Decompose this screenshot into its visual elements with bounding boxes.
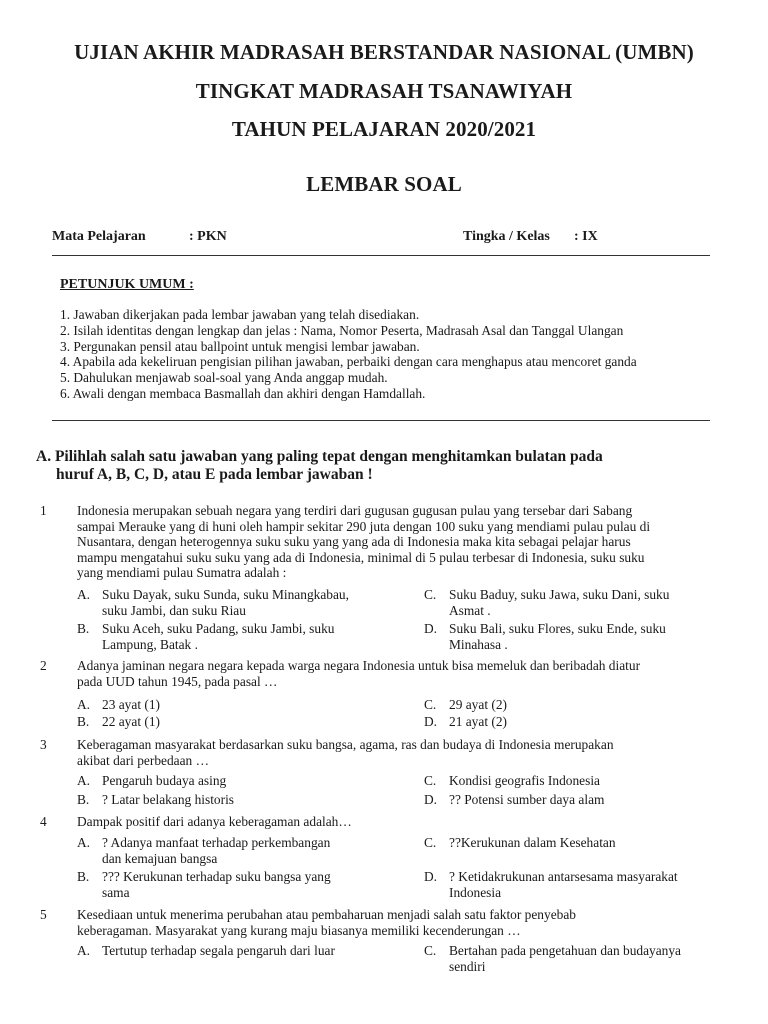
instruction-item: 6. Awali dengan membaca Basmallah dan akhiri dengan Hamdallah. <box>60 385 426 401</box>
question-text: Indonesia merupakan sebuah negara yang terdiri dari gugusan gugusan pulau yang tersebar dari Sabang sampai Merauke yang di huni oleh hampir sekitar 290 juta dengan 100 suku yang mendiami pulau pulau di Nusantara, dengan heterogennya suku suku yang yang ada di Indonesia maka kita sebagai pelajar harus mampu mengatahui suku suku yang ada di Indonesia, minimal di 5 pulau terbesar di Indonesia, suku suku yang mendiami pulau Sumatra adalah : <box>77 503 651 581</box>
option-text: ??Kerukunan dalam Kesehatan <box>449 835 616 850</box>
instruction-item: 2. Isilah identitas dengan lengkap dan jelas : Nama, Nomor Peserta, Madrasah Asal dan Tanggal Ulangan <box>60 322 624 338</box>
instruction-item: 4. Apabila ada kekeliruan pengisian pilihan jawaban, perbaiki dengan cara menghapus atau mencoret ganda <box>60 354 637 370</box>
option-letter: B. <box>77 869 90 884</box>
option-text: Pengaruh budaya asing <box>102 773 227 788</box>
option-letter: C. <box>424 587 437 602</box>
grade-label: Tingka / Kelas <box>463 229 550 244</box>
grade-value: : IX <box>574 229 598 244</box>
option-text: Suku Dayak, suku Sunda, suku Minangkabau, suku Jambi, dan suku Riau <box>102 587 349 618</box>
instructions-title: PETUNJUK UMUM : <box>60 277 194 292</box>
option-text: ?? Potensi sumber daya alam <box>449 792 605 807</box>
question-number: 5 <box>40 907 47 922</box>
option-letter: C. <box>424 943 437 958</box>
divider-bottom <box>52 420 710 421</box>
option-text: Suku Baduy, suku Jawa, suku Dani, suku Asmat . <box>449 587 670 618</box>
instruction-item: 1. Jawaban dikerjakan pada lembar jawaban yang telah disediakan. <box>60 307 420 322</box>
option-letter: A. <box>77 697 91 712</box>
question-text: Keberagaman masyarakat berdasarkan suku bangsa, agama, ras dan budaya di Indonesia merupakan akibat dari perbedaan … <box>77 737 614 768</box>
option-letter: D. <box>424 792 438 807</box>
option-text: Suku Bali, suku Flores, suku Ende, suku Minahasa . <box>449 621 666 652</box>
subject-value: : PKN <box>189 229 227 244</box>
subject-label: Mata Pelajaran <box>52 229 146 244</box>
option-text: 29 ayat (2) <box>449 697 508 712</box>
option-letter: A. <box>77 773 91 788</box>
option-letter: A. <box>77 587 91 602</box>
question-number: 2 <box>40 658 47 673</box>
option-letter: C. <box>424 697 437 712</box>
option-text: ??? Kerukunan terhadap suku bangsa yang sama <box>102 869 331 900</box>
option-text: Kondisi geografis Indonesia <box>449 773 600 788</box>
option-text: ? Adanya manfaat terhadap perkembangan dan kemajuan bangsa <box>102 835 331 866</box>
section-heading-line1: A. Pilihlah salah satu jawaban yang paling tepat dengan menghitamkan bulatan pada <box>36 448 603 465</box>
option-text: Suku Aceh, suku Padang, suku Jambi, suku Lampung, Batak . <box>102 621 335 652</box>
option-text: ? Latar belakang historis <box>102 792 234 807</box>
question-number: 1 <box>40 503 47 518</box>
exam-title: UJIAN AKHIR MADRASAH BERSTANDAR NASIONAL (UMBN) <box>74 40 694 64</box>
option-letter: B. <box>77 621 90 636</box>
question-number: 4 <box>40 814 47 829</box>
exam-level: TINGKAT MADRASAH TSANAWIYAH <box>195 79 573 103</box>
option-letter: B. <box>77 714 90 729</box>
option-text: 22 ayat (1) <box>102 714 161 729</box>
option-letter: A. <box>77 943 91 958</box>
question-text: Kesediaan untuk menerima perubahan atau pembaharuan menjadi salah satu faktor penyebab keberagaman. Masyarakat yang kurang maju biasanya memiliki kecenderungan … <box>77 907 576 938</box>
option-text: ? Ketidakrukunan antarsesama masyarakat Indonesia <box>449 869 678 900</box>
sheet-title: LEMBAR SOAL <box>306 172 462 196</box>
academic-year: TAHUN PELAJARAN 2020/2021 <box>231 117 537 141</box>
question-number: 3 <box>40 737 47 752</box>
option-letter: D. <box>424 621 438 636</box>
section-heading-line2: huruf A, B, C, D, atau E pada lembar jawaban ! <box>56 466 373 483</box>
option-text: Tertutup terhadap segala pengaruh dari luar <box>102 943 335 958</box>
option-letter: A. <box>77 835 91 850</box>
instructions-list <box>60 307 637 402</box>
divider-top <box>52 255 710 256</box>
option-text: 23 ayat (1) <box>102 697 161 712</box>
option-letter: C. <box>424 835 437 850</box>
option-text: Bertahan pada pengetahuan dan budayanya sendiri <box>449 943 682 974</box>
option-letter: C. <box>424 773 437 788</box>
option-text: 21 ayat (2) <box>449 714 508 729</box>
instruction-item: 5. Dahulukan menjawab soal-soal yang Anda anggap mudah. <box>60 370 388 386</box>
question-text: Dampak positif dari adanya keberagaman adalah… <box>77 814 352 829</box>
instruction-item: 3. Pergunakan pensil atau ballpoint untuk mengisi lembar jawaban. <box>60 338 420 354</box>
section-heading <box>36 448 736 484</box>
question-text: Adanya jaminan negara negara kepada warga negara Indonesia untuk bisa memeluk dan beribadah diatur pada UUD tahun 1945, pada pasal … <box>77 658 641 689</box>
option-letter: B. <box>77 792 90 807</box>
option-letter: D. <box>424 869 438 884</box>
option-letter: D. <box>424 714 438 729</box>
